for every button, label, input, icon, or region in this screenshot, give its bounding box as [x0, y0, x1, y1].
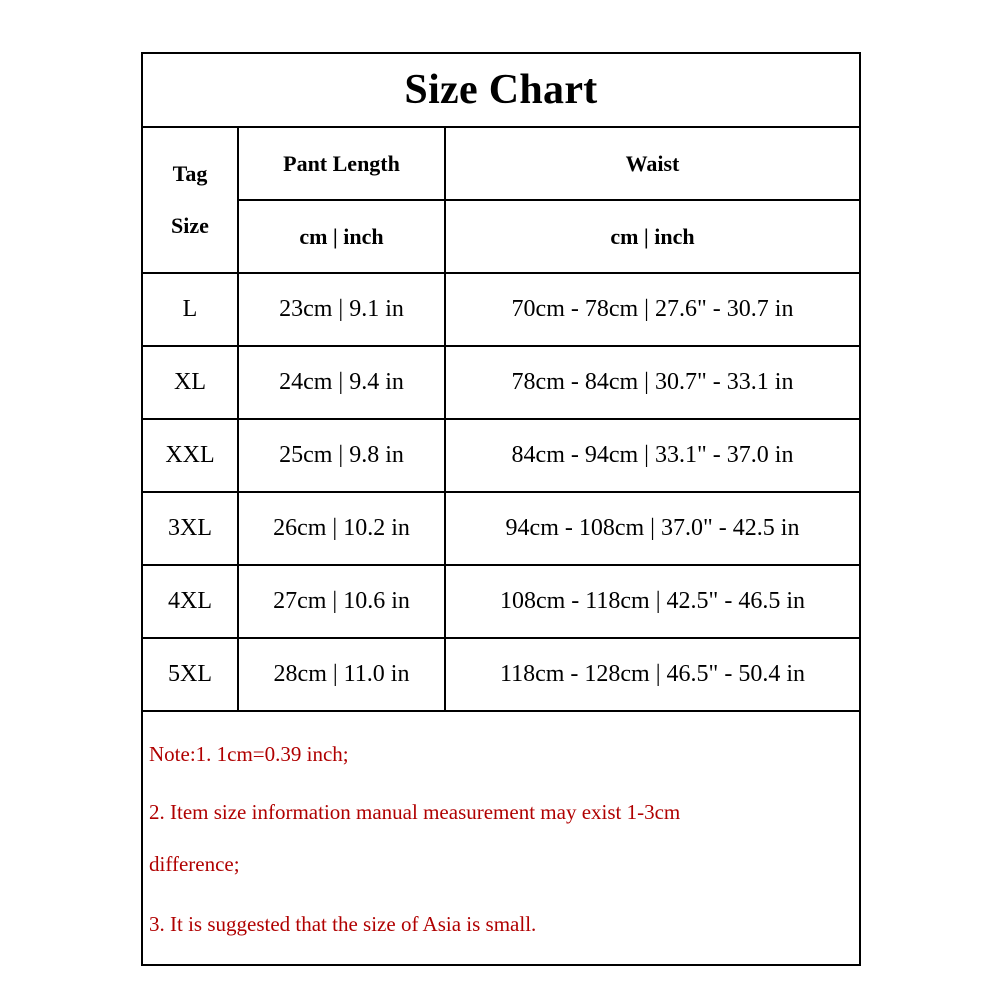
size-cell: XL	[143, 346, 238, 419]
tag-size-header	[143, 127, 238, 273]
size-cell: XXL	[143, 419, 238, 492]
size-cell: 3XL	[143, 492, 238, 565]
note-line-2: 2. Item size information manual measurement may exist 1-3cm	[149, 800, 681, 824]
waist-header: Waist	[445, 127, 859, 200]
table-row	[143, 419, 859, 492]
pant-length-units: cm | inch	[238, 200, 445, 273]
note-line-3: difference;	[149, 852, 240, 876]
header-row-1	[143, 127, 859, 200]
pant-length-cell: 27cm | 10.6 in	[238, 565, 445, 638]
waist-cell: 78cm - 84cm | 30.7" - 33.1 in	[445, 346, 859, 419]
size-cell: 5XL	[143, 638, 238, 711]
waist-cell: 94cm - 108cm | 37.0" - 42.5 in	[445, 492, 859, 565]
waist-units: cm | inch	[445, 200, 859, 273]
waist-cell: 84cm - 94cm | 33.1" - 37.0 in	[445, 419, 859, 492]
table-row	[143, 273, 859, 346]
pant-length-cell: 28cm | 11.0 in	[238, 638, 445, 711]
pant-length-cell: 26cm | 10.2 in	[238, 492, 445, 565]
size-cell: 4XL	[143, 565, 238, 638]
size-cell: L	[143, 273, 238, 346]
pant-length-cell: 25cm | 9.8 in	[238, 419, 445, 492]
pant-length-cell: 24cm | 9.4 in	[238, 346, 445, 419]
waist-cell: 108cm - 118cm | 42.5" - 46.5 in	[445, 565, 859, 638]
table-row	[143, 492, 859, 565]
size-table	[143, 126, 859, 712]
pant-length-cell: 23cm | 9.1 in	[238, 273, 445, 346]
header-row-2	[143, 200, 859, 273]
chart-title: Size Chart	[404, 67, 598, 113]
tag-size-header-line2: Size	[171, 213, 209, 238]
note-line-1: Note:1. 1cm=0.39 inch;	[149, 742, 349, 766]
table-row	[143, 565, 859, 638]
size-chart	[141, 52, 861, 966]
title-row	[143, 54, 859, 128]
pant-length-header: Pant Length	[238, 127, 445, 200]
note-line-4: 3. It is suggested that the size of Asia is small.	[149, 912, 537, 936]
table-row	[143, 346, 859, 419]
waist-cell: 118cm - 128cm | 46.5" - 50.4 in	[445, 638, 859, 711]
waist-cell: 70cm - 78cm | 27.6" - 30.7 in	[445, 273, 859, 346]
table-row	[143, 638, 859, 711]
tag-size-header-line1: Tag	[172, 161, 208, 186]
